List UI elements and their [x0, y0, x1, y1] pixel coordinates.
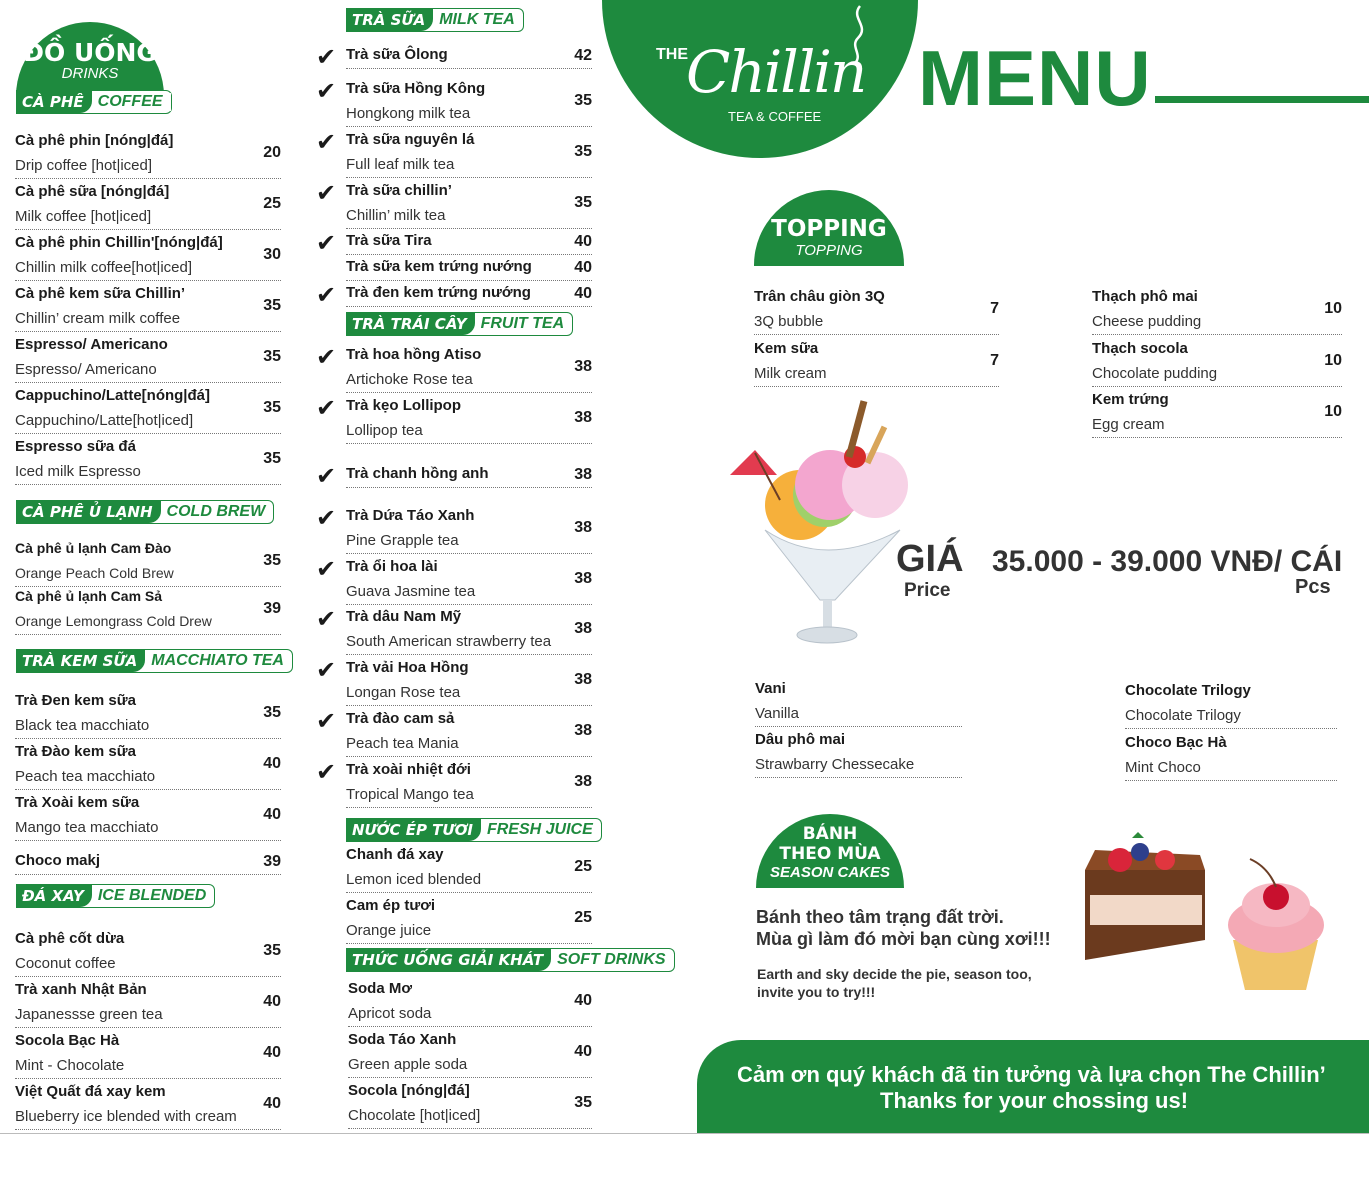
item-price: 35	[263, 399, 281, 416]
item-price: 40	[574, 285, 592, 302]
drinks-header-title: ĐỒ UỐNG	[23, 38, 157, 67]
item-price: 39	[263, 853, 281, 870]
item-name-en: Hongkong milk tea	[346, 105, 471, 122]
item-name-vn: Trà xoài nhiệt đới	[346, 761, 471, 778]
section-tag-fruit-tea	[346, 312, 573, 336]
menu-item	[1125, 680, 1337, 729]
item-name-en: 3Q bubble	[754, 313, 824, 330]
cakes-vn-line-1: Bánh theo tâm trạng đất trời.	[756, 907, 1004, 927]
menu-item	[1125, 732, 1337, 781]
item-name-en: Lollipop tea	[346, 422, 423, 439]
item-price: 40	[263, 806, 281, 823]
footer-banner	[697, 1040, 1369, 1133]
logo-subtitle: TEA & COFFEE	[728, 109, 822, 124]
menu-item	[15, 181, 281, 230]
check-icon: ✔	[316, 556, 337, 583]
logo	[640, 14, 880, 134]
logo-the: THE	[656, 46, 688, 63]
item-name-vn: Cà phê ủ lạnh Cam Đào	[15, 540, 172, 556]
item-price: 35	[263, 450, 281, 467]
item-name-en: Chillin milk coffee[hot|iced]	[15, 259, 193, 276]
item-name-vn: Espresso/ Americano	[15, 336, 168, 353]
menu-item	[1092, 389, 1342, 438]
topping-badge	[754, 190, 904, 266]
item-price: 40	[263, 1044, 281, 1061]
item-name-vn: Trân châu giòn 3Q	[754, 288, 885, 305]
item-name-en: Cappuchino/Latte[hot|iced]	[15, 412, 194, 429]
section-tag-soft-drinks	[346, 948, 675, 972]
item-name-en: Iced milk Espresso	[15, 463, 141, 480]
item-name-vn: Cà phê ủ lạnh Cam Sả	[15, 588, 163, 604]
cakes-en-line-2: invite you to try!!!	[757, 984, 876, 1000]
item-price: 7	[990, 300, 999, 317]
item-name-en: Milk coffee [hot|iced]	[15, 208, 152, 225]
item-name-vn: Trà Dứa Táo Xanh	[346, 507, 475, 524]
item-name-en: Longan Rose tea	[346, 684, 461, 701]
section-tag-coffee	[16, 90, 172, 114]
check-icon: ✔	[316, 344, 337, 371]
item-name-en: Egg cream	[1092, 416, 1165, 433]
item-name-en: Guava Jasmine tea	[346, 583, 476, 600]
item-price: 38	[574, 409, 592, 426]
item-name-en: South American strawberry tea	[346, 633, 552, 650]
item-price: 40	[574, 233, 592, 250]
item-name-en: Milk cream	[754, 365, 827, 382]
item-name-vn: Trà sữa nguyên lá	[346, 131, 475, 148]
menu-item	[346, 463, 592, 488]
section-tag-cold-brew	[16, 500, 274, 524]
footer-line-1: Cảm ơn quý khách đã tin tưởng và lựa chọn The Chillin’	[737, 1062, 1326, 1087]
item-name-en: Espresso/ Americano	[15, 361, 157, 378]
icecream-price-label-en: Price	[904, 580, 951, 601]
item-name-vn: Cà phê kem sữa Chillin’	[15, 285, 186, 302]
section-tag-fresh-juice	[346, 818, 602, 842]
menu-item	[346, 230, 592, 255]
cake-slice-image	[1080, 830, 1210, 970]
item-name-en: Chocolate pudding	[1092, 365, 1218, 382]
item-name-vn: Cà phê cốt dừa	[15, 930, 125, 947]
item-name-vn: Trà ổi hoa lài	[346, 558, 438, 575]
item-name-en: Drip coffee [hot|iced]	[15, 157, 153, 174]
item-name-vn: Trà vải Hoa Hồng	[346, 659, 469, 676]
item-name-vn: Soda Táo Xanh	[348, 1031, 457, 1048]
menu-item	[346, 395, 592, 444]
item-name-vn: Cà phê phin [nóng|đá]	[15, 132, 174, 149]
item-name-en: Apricot soda	[348, 1005, 432, 1022]
item-name-vn: Cà phê sữa [nóng|đá]	[15, 183, 170, 200]
item-name-vn: Trà xanh Nhật Bản	[15, 981, 147, 998]
section-tag-ice-blended	[16, 884, 215, 908]
item-name-vn: Việt Quất đá xay kem	[15, 1083, 166, 1100]
item-price: 25	[574, 909, 592, 926]
item-price: 40	[574, 1043, 592, 1060]
item-name-vn: Trà sữa Tira	[346, 232, 432, 249]
item-name-en: Full leaf milk tea	[346, 156, 455, 173]
check-icon: ✔	[316, 657, 337, 684]
item-price: 35	[263, 348, 281, 365]
item-price: 40	[574, 992, 592, 1009]
item-name-vn: Vani	[755, 680, 786, 697]
menu-item	[15, 283, 281, 332]
menu-item	[754, 338, 999, 387]
item-name-en: Pine Grapple tea	[346, 532, 459, 549]
menu-item	[346, 708, 592, 757]
item-price: 38	[574, 358, 592, 375]
menu-item	[346, 282, 592, 307]
section-tag-macchiato	[16, 649, 293, 673]
check-icon: ✔	[316, 395, 337, 422]
menu-item	[346, 44, 592, 69]
menu-item	[15, 979, 281, 1028]
item-name-vn: Choco makj	[15, 852, 101, 869]
menu-item	[15, 741, 281, 790]
check-icon: ✔	[316, 282, 337, 309]
item-name-vn: Dâu phô mai	[755, 731, 846, 748]
item-name-en: Cheese pudding	[1092, 313, 1202, 330]
menu-item	[348, 978, 592, 1027]
item-price: 40	[263, 1095, 281, 1112]
menu-item	[15, 385, 281, 434]
section-tag-en: ICE BLENDED	[97, 887, 207, 904]
item-name-vn: Chocolate Trilogy	[1125, 682, 1251, 699]
menu-item	[346, 844, 592, 893]
check-icon: ✔	[316, 44, 337, 71]
item-price: 25	[574, 858, 592, 875]
menu-item	[754, 286, 999, 335]
section-tag-vn: ĐÁ XAY	[16, 885, 92, 907]
item-name-vn: Kem trứng	[1092, 391, 1169, 408]
menu-item	[346, 256, 592, 281]
item-name-en: Orange Lemongrass Cold Drew	[15, 613, 212, 629]
item-price: 42	[574, 47, 592, 64]
check-icon: ✔	[316, 129, 337, 156]
drinks-header-subtitle: DRINKS	[61, 65, 119, 82]
item-name-vn: Trà kẹo Lollipop	[346, 397, 462, 414]
ice-cream-sundae-image	[725, 395, 925, 650]
check-icon: ✔	[316, 606, 337, 633]
item-name-en: Chocolate Trilogy	[1125, 707, 1241, 724]
menu-item	[1092, 338, 1342, 387]
menu-item	[346, 505, 592, 554]
item-name-vn: Kem sữa	[754, 340, 819, 357]
item-price: 10	[1324, 300, 1342, 317]
menu-item	[346, 344, 592, 393]
item-price: 35	[574, 194, 592, 211]
menu-item	[15, 1030, 281, 1079]
menu-item	[15, 130, 281, 179]
item-name-vn: Trà sữa chillin’	[346, 182, 452, 199]
item-name-en: Coconut coffee	[15, 955, 116, 972]
item-name-vn: Trà Đen kem sữa	[15, 692, 136, 709]
season-cakes-subtitle: SEASON CAKES	[769, 864, 891, 881]
menu-item	[15, 1081, 281, 1130]
item-price: 10	[1324, 352, 1342, 369]
menu-item	[15, 436, 281, 485]
item-name-vn: Trà Xoài kem sữa	[15, 794, 140, 811]
item-name-en: Vanilla	[755, 705, 799, 722]
section-tag-en: MILK TEA	[439, 11, 515, 28]
item-name-en: Orange Peach Cold Brew	[15, 565, 174, 581]
item-name-vn: Trà sữa kem trứng nướng	[346, 258, 532, 275]
menu-item	[346, 895, 592, 944]
icecream-price-unit: Pcs	[1295, 576, 1331, 598]
item-name-en: Chillin’ milk tea	[346, 207, 446, 224]
item-price: 40	[263, 993, 281, 1010]
icecream-price-label: GIÁ	[896, 538, 964, 580]
item-name-en: Japanessse green tea	[15, 1006, 163, 1023]
item-price: 35	[263, 297, 281, 314]
item-price: 35	[263, 552, 281, 569]
item-price: 38	[574, 671, 592, 688]
check-icon: ✔	[316, 180, 337, 207]
menu-item	[346, 78, 592, 127]
menu-item	[346, 180, 592, 229]
logo-name: Chillin	[686, 38, 866, 106]
item-price: 38	[574, 722, 592, 739]
item-name-en: Chillin’ cream milk coffee	[15, 310, 181, 327]
item-price: 20	[263, 144, 281, 161]
menu-title-underline	[1155, 96, 1369, 103]
section-tag-vn: TRÀ KEM SỮA	[16, 650, 145, 672]
item-name-vn: Cam ép tươi	[346, 897, 436, 914]
section-tag-en: MACCHIATO TEA	[151, 652, 284, 669]
item-name-en: Orange juice	[346, 922, 432, 939]
item-name-vn: Socola [nóng|đá]	[348, 1082, 470, 1099]
item-price: 35	[574, 92, 592, 109]
item-name-en: Blueberry ice blended with cream	[15, 1108, 237, 1125]
cakes-vn-line-2: Mùa gì làm đó mời bạn cùng xơi!!!	[756, 929, 1051, 949]
item-name-vn: Choco Bạc Hà	[1125, 734, 1227, 751]
item-name-en: Tropical Mango tea	[346, 786, 474, 803]
item-price: 30	[263, 246, 281, 263]
item-name-vn: Cappuchino/Latte[nóng|đá]	[15, 387, 211, 404]
item-name-en: Lemon iced blended	[346, 871, 482, 888]
item-name-vn: Cà phê phin Chillin'[nóng|đá]	[15, 234, 223, 251]
item-price: 35	[263, 704, 281, 721]
item-name-en: Mint - Chocolate	[15, 1057, 125, 1074]
check-icon: ✔	[316, 78, 337, 105]
item-name-vn: Trà dâu Nam Mỹ	[346, 608, 462, 625]
item-name-vn: Thạch socola	[1092, 340, 1188, 357]
item-price: 38	[574, 519, 592, 536]
item-price: 39	[263, 600, 281, 617]
menu-item	[346, 657, 592, 706]
item-name-vn: Socola Bạc Hà	[15, 1032, 120, 1049]
section-tag-milk-tea	[346, 8, 524, 32]
item-price: 7	[990, 352, 999, 369]
menu-item	[755, 729, 962, 778]
menu-item	[15, 232, 281, 281]
item-name-vn: Thạch phô mai	[1092, 288, 1198, 305]
menu-item	[15, 586, 281, 635]
section-tag-vn: TRÀ SỮA	[346, 9, 433, 31]
item-name-en: Chocolate [hot|iced]	[348, 1107, 481, 1124]
menu-item	[15, 850, 281, 875]
footer-line-2: Thanks for your chossing us!	[880, 1088, 1189, 1113]
item-name-en: Black tea macchiato	[15, 717, 150, 734]
season-cakes-title-2: THEO MÙA	[779, 844, 881, 864]
item-name-en: Peach tea Mania	[346, 735, 459, 752]
section-tag-en: SOFT DRINKS	[557, 951, 666, 968]
item-name-en: Mint Choco	[1125, 759, 1201, 776]
check-icon: ✔	[316, 463, 337, 490]
menu-title: MENU	[918, 34, 1152, 122]
bottom-divider	[0, 1133, 1369, 1134]
item-price: 38	[574, 773, 592, 790]
season-cakes-title-1: BÁNH	[802, 824, 858, 844]
cakes-en-line-1: Earth and sky decide the pie, season too,	[757, 966, 1032, 982]
item-price: 38	[574, 620, 592, 637]
item-name-en: Mango tea macchiato	[15, 819, 159, 836]
section-tag-en: FRESH JUICE	[486, 821, 593, 838]
section-tag-en: COLD BREW	[166, 503, 266, 520]
menu-item	[15, 928, 281, 977]
menu-item	[755, 678, 962, 727]
menu-item	[346, 129, 592, 178]
menu-item	[346, 606, 592, 655]
topping-title: TOPPING	[771, 216, 887, 242]
item-price: 35	[574, 143, 592, 160]
section-tag-vn: TRÀ TRÁI CÂY	[346, 313, 475, 335]
menu-item	[15, 792, 281, 841]
item-price: 35	[263, 942, 281, 959]
check-icon: ✔	[316, 708, 337, 735]
item-price: 40	[574, 259, 592, 276]
item-name-vn: Trà Đào kem sữa	[15, 743, 136, 760]
item-name-en: Artichoke Rose tea	[346, 371, 473, 388]
item-price: 35	[574, 1094, 592, 1111]
check-icon: ✔	[316, 230, 337, 257]
menu-item	[346, 759, 592, 808]
menu-item	[1092, 286, 1342, 335]
cupcake-image	[1218, 855, 1333, 995]
menu-item	[348, 1080, 592, 1129]
section-tag-vn: CÀ PHÊ Ủ LẠNH	[16, 501, 161, 523]
season-cakes-badge	[756, 814, 904, 888]
topping-subtitle: TOPPING	[795, 242, 863, 259]
item-price: 40	[263, 755, 281, 772]
item-name-vn: Trà hoa hồng Atiso	[346, 346, 482, 363]
item-name-vn: Trà đen kem trứng nướng	[346, 284, 531, 301]
section-tag-vn: CÀ PHÊ	[16, 91, 92, 113]
item-name-en: Peach tea macchiato	[15, 768, 156, 785]
menu-item	[15, 538, 281, 587]
item-name-vn: Espresso sữa đá	[15, 438, 136, 455]
section-tag-vn: NƯỚC ÉP TƯƠI	[346, 819, 481, 841]
menu-item	[348, 1029, 592, 1078]
item-name-en: Strawbarry Chessecake	[755, 756, 915, 773]
item-price: 10	[1324, 403, 1342, 420]
icecream-price-range: 35.000 - 39.000 VNĐ/ CÁI	[992, 545, 1343, 578]
item-name-vn: Soda Mơ	[348, 980, 412, 997]
item-name-vn: Trà chanh hồng anh	[346, 465, 489, 482]
check-icon: ✔	[316, 505, 337, 532]
item-price: 38	[574, 466, 592, 483]
menu-item	[15, 334, 281, 383]
section-tag-en: FRUIT TEA	[480, 315, 565, 332]
menu-item	[15, 690, 281, 739]
item-name-vn: Trà sữa Ôlong	[346, 46, 448, 63]
menu-item	[346, 556, 592, 605]
item-price: 38	[574, 570, 592, 587]
item-name-vn: Chanh đá xay	[346, 846, 444, 863]
item-name-vn: Trà đào cam sả	[346, 710, 455, 727]
item-name-en: Green apple soda	[348, 1056, 468, 1073]
section-tag-vn: THỨC UỐNG GIẢI KHÁT	[346, 949, 551, 971]
check-icon: ✔	[316, 759, 337, 786]
section-tag-en: COFFEE	[92, 93, 171, 111]
item-price: 25	[263, 195, 281, 212]
item-name-vn: Trà sữa Hồng Kông	[346, 80, 486, 97]
steam-icon	[846, 4, 872, 64]
